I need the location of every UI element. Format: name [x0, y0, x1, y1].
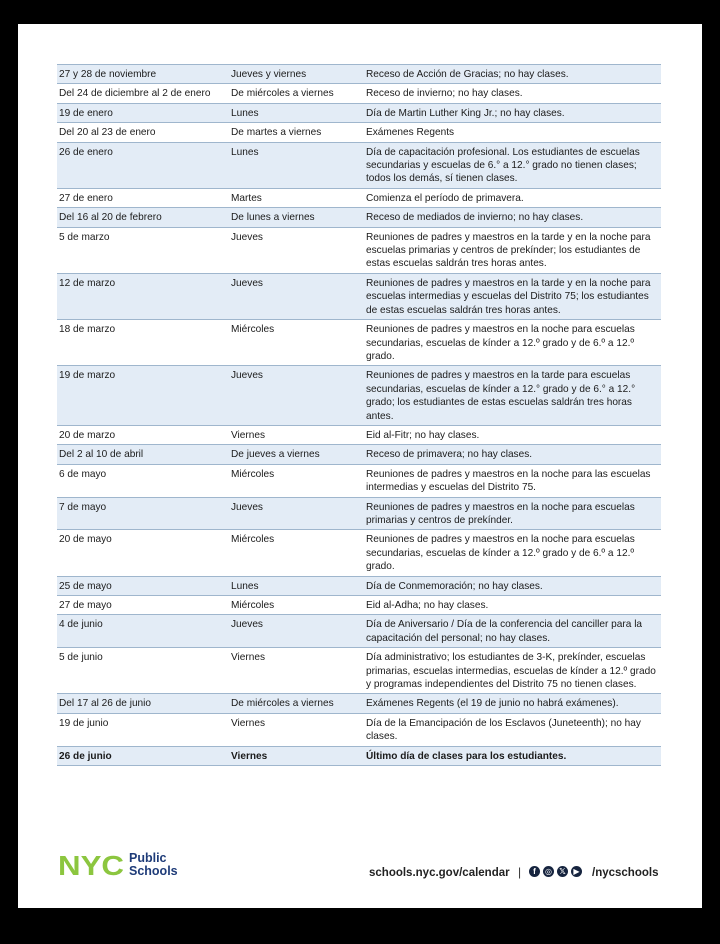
- calendar-days-cell: Jueves y viernes: [229, 65, 364, 84]
- calendar-description-cell: Reuniones de padres y maestros en la tarde y en la noche para escuelas primarias y centros de prekínder; los estudiantes de estas escuelas saldrán tres horas antes.: [364, 227, 661, 273]
- calendar-date-cell: 27 de mayo: [57, 596, 229, 615]
- calendar-days-cell: De martes a viernes: [229, 123, 364, 142]
- calendar-description-cell: Eid al-Fitr; no hay clases.: [364, 425, 661, 444]
- calendar-date-cell: 19 de marzo: [57, 366, 229, 426]
- calendar-days-cell: De miércoles a viernes: [229, 694, 364, 713]
- calendar-table: [57, 64, 661, 766]
- calendar-row: [57, 227, 661, 273]
- calendar-days-cell: Miércoles: [229, 596, 364, 615]
- calendar-row: [57, 464, 661, 497]
- footer-separator: |: [518, 865, 522, 879]
- calendar-description-cell: Día de Conmemoración; no hay clases.: [364, 576, 661, 595]
- calendar-days-cell: Lunes: [229, 103, 364, 122]
- nyc-public-schools-logo: [58, 852, 188, 878]
- calendar-row: [57, 746, 661, 765]
- calendar-days-cell: Jueves: [229, 615, 364, 648]
- calendar-date-cell: Del 16 al 20 de febrero: [57, 208, 229, 227]
- calendar-date-cell: Del 17 al 26 de junio: [57, 694, 229, 713]
- nyc-logo-mark: [58, 852, 126, 878]
- calendar-date-cell: Del 24 de diciembre al 2 de enero: [57, 84, 229, 103]
- calendar-days-cell: Jueves: [229, 273, 364, 319]
- calendar-row: [57, 445, 661, 464]
- calendar-date-cell: 18 de marzo: [57, 320, 229, 366]
- calendar-days-cell: Jueves: [229, 366, 364, 426]
- calendar-date-cell: 7 de mayo: [57, 497, 229, 530]
- calendar-description-cell: Eid al-Adha; no hay clases.: [364, 596, 661, 615]
- calendar-description-cell: Comienza el período de primavera.: [364, 188, 661, 207]
- calendar-days-cell: Lunes: [229, 142, 364, 188]
- calendar-description-cell: Día administrativo; los estudiantes de 3-K, prekínder, escuelas primarias, escuelas intermedias, escuelas de kínder a 12.º grado y programas independientes del Distrito 75 no tienen clases.: [364, 648, 661, 694]
- calendar-days-cell: Jueves: [229, 227, 364, 273]
- calendar-date-cell: 19 de junio: [57, 713, 229, 746]
- calendar-days-cell: Viernes: [229, 425, 364, 444]
- calendar-row: [57, 103, 661, 122]
- calendar-days-cell: Miércoles: [229, 530, 364, 576]
- calendar-description-cell: Receso de primavera; no hay clases.: [364, 445, 661, 464]
- calendar-description-cell: Día de capacitación profesional. Los estudiantes de escuelas secundarias y escuelas de 6.° a 12.° grado no tienen clases; todos los demás, sí tienen clases.: [364, 142, 661, 188]
- calendar-description-cell: Reuniones de padres y maestros en la tarde y en la noche para escuelas intermedias y escuelas del Distrito 75; los estudiantes de estas escuelas saldrán tres horas antes.: [364, 273, 661, 319]
- calendar-row: [57, 713, 661, 746]
- calendar-date-cell: Del 20 al 23 de enero: [57, 123, 229, 142]
- page-footer: [18, 852, 702, 892]
- facebook-icon[interactable]: f: [529, 866, 540, 877]
- calendar-days-cell: Lunes: [229, 576, 364, 595]
- calendar-date-cell: 25 de mayo: [57, 576, 229, 595]
- calendar-row: [57, 142, 661, 188]
- calendar-date-cell: 20 de mayo: [57, 530, 229, 576]
- calendar-days-cell: De jueves a viernes: [229, 445, 364, 464]
- calendar-row: [57, 648, 661, 694]
- calendar-row: [57, 366, 661, 426]
- calendar-row: [57, 576, 661, 595]
- calendar-row: [57, 320, 661, 366]
- calendar-days-cell: Miércoles: [229, 464, 364, 497]
- calendar-days-cell: De miércoles a viernes: [229, 84, 364, 103]
- calendar-url-link[interactable]: schools.nyc.gov/calendar: [369, 867, 510, 879]
- calendar-description-cell: Reuniones de padres y maestros en la tarde para escuelas secundarias, escuelas de kínder a 12.° grado y de 6.° a 12.° grado; los estudiantes de estas escuelas saldrán tres horas antes.: [364, 366, 661, 426]
- calendar-description-cell: Día de Martin Luther King Jr.; no hay clases.: [364, 103, 661, 122]
- social-handle[interactable]: /nycschools: [592, 867, 659, 879]
- calendar-row: [57, 530, 661, 576]
- calendar-date-cell: Del 2 al 10 de abril: [57, 445, 229, 464]
- calendar-date-cell: 6 de mayo: [57, 464, 229, 497]
- calendar-date-cell: 26 de enero: [57, 142, 229, 188]
- calendar-description-cell: Último día de clases para los estudiantes.: [364, 746, 661, 765]
- calendar-row: [57, 188, 661, 207]
- logo-line-public: Public: [129, 851, 167, 865]
- calendar-date-cell: 26 de junio: [57, 746, 229, 765]
- calendar-description-cell: Receso de invierno; no hay clases.: [364, 84, 661, 103]
- x-icon[interactable]: 𝕏: [557, 866, 568, 877]
- calendar-date-cell: 27 de enero: [57, 188, 229, 207]
- calendar-days-cell: De lunes a viernes: [229, 208, 364, 227]
- calendar-description-cell: Exámenes Regents (el 19 de junio no habrá exámenes).: [364, 694, 661, 713]
- calendar-description-cell: Reuniones de padres y maestros en la noche para las escuelas intermedias y escuelas del Distrito 75.: [364, 464, 661, 497]
- calendar-date-cell: 27 y 28 de noviembre: [57, 65, 229, 84]
- calendar-date-cell: 19 de enero: [57, 103, 229, 122]
- calendar-date-cell: 5 de marzo: [57, 227, 229, 273]
- calendar-row: [57, 65, 661, 84]
- calendar-days-cell: Miércoles: [229, 320, 364, 366]
- logo-line-schools: Schools: [129, 863, 178, 878]
- nyc-logo-text: NYC: [58, 852, 124, 878]
- calendar-days-cell: Jueves: [229, 497, 364, 530]
- calendar-description-cell: Día de Aniversario / Día de la conferencia del canciller para la capacitación del personal; no hay clases.: [364, 615, 661, 648]
- calendar-row: [57, 615, 661, 648]
- calendar-days-cell: Viernes: [229, 713, 364, 746]
- calendar-date-cell: 20 de marzo: [57, 425, 229, 444]
- calendar-description-cell: Reuniones de padres y maestros en la noche para escuelas secundarias, escuelas de kínder a 12.º grado y de 6.º a 12.º grado.: [364, 530, 661, 576]
- instagram-icon[interactable]: ◎: [543, 866, 554, 877]
- calendar-description-cell: Reuniones de padres y maestros en la noche para escuelas secundarias, escuelas de kínder a 12.º grado y de 6.º a 12.º grado.: [364, 320, 661, 366]
- calendar-days-cell: Viernes: [229, 648, 364, 694]
- calendar-row: [57, 497, 661, 530]
- calendar-days-cell: Viernes: [229, 746, 364, 765]
- calendar-row: [57, 273, 661, 319]
- calendar-description-cell: Exámenes Regents: [364, 123, 661, 142]
- calendar-page: [18, 24, 702, 908]
- calendar-description-cell: Receso de mediados de invierno; no hay clases.: [364, 208, 661, 227]
- public-schools-wordmark: [129, 852, 178, 877]
- calendar-days-cell: Martes: [229, 188, 364, 207]
- calendar-description-cell: Día de la Emancipación de los Esclavos (Juneteenth); no hay clases.: [364, 713, 661, 746]
- calendar-row: [57, 208, 661, 227]
- calendar-description-cell: Reuniones de padres y maestros en la noche para escuelas primarias y centros de prekínder.: [364, 497, 661, 530]
- calendar-table-body: [57, 65, 661, 766]
- calendar-row: [57, 123, 661, 142]
- calendar-row: [57, 84, 661, 103]
- calendar-description-cell: Receso de Acción de Gracias; no hay clases.: [364, 65, 661, 84]
- calendar-date-cell: 12 de marzo: [57, 273, 229, 319]
- calendar-row: [57, 596, 661, 615]
- calendar-row: [57, 694, 661, 713]
- youtube-icon[interactable]: ▶: [571, 866, 582, 877]
- calendar-date-cell: 4 de junio: [57, 615, 229, 648]
- calendar-date-cell: 5 de junio: [57, 648, 229, 694]
- calendar-row: [57, 425, 661, 444]
